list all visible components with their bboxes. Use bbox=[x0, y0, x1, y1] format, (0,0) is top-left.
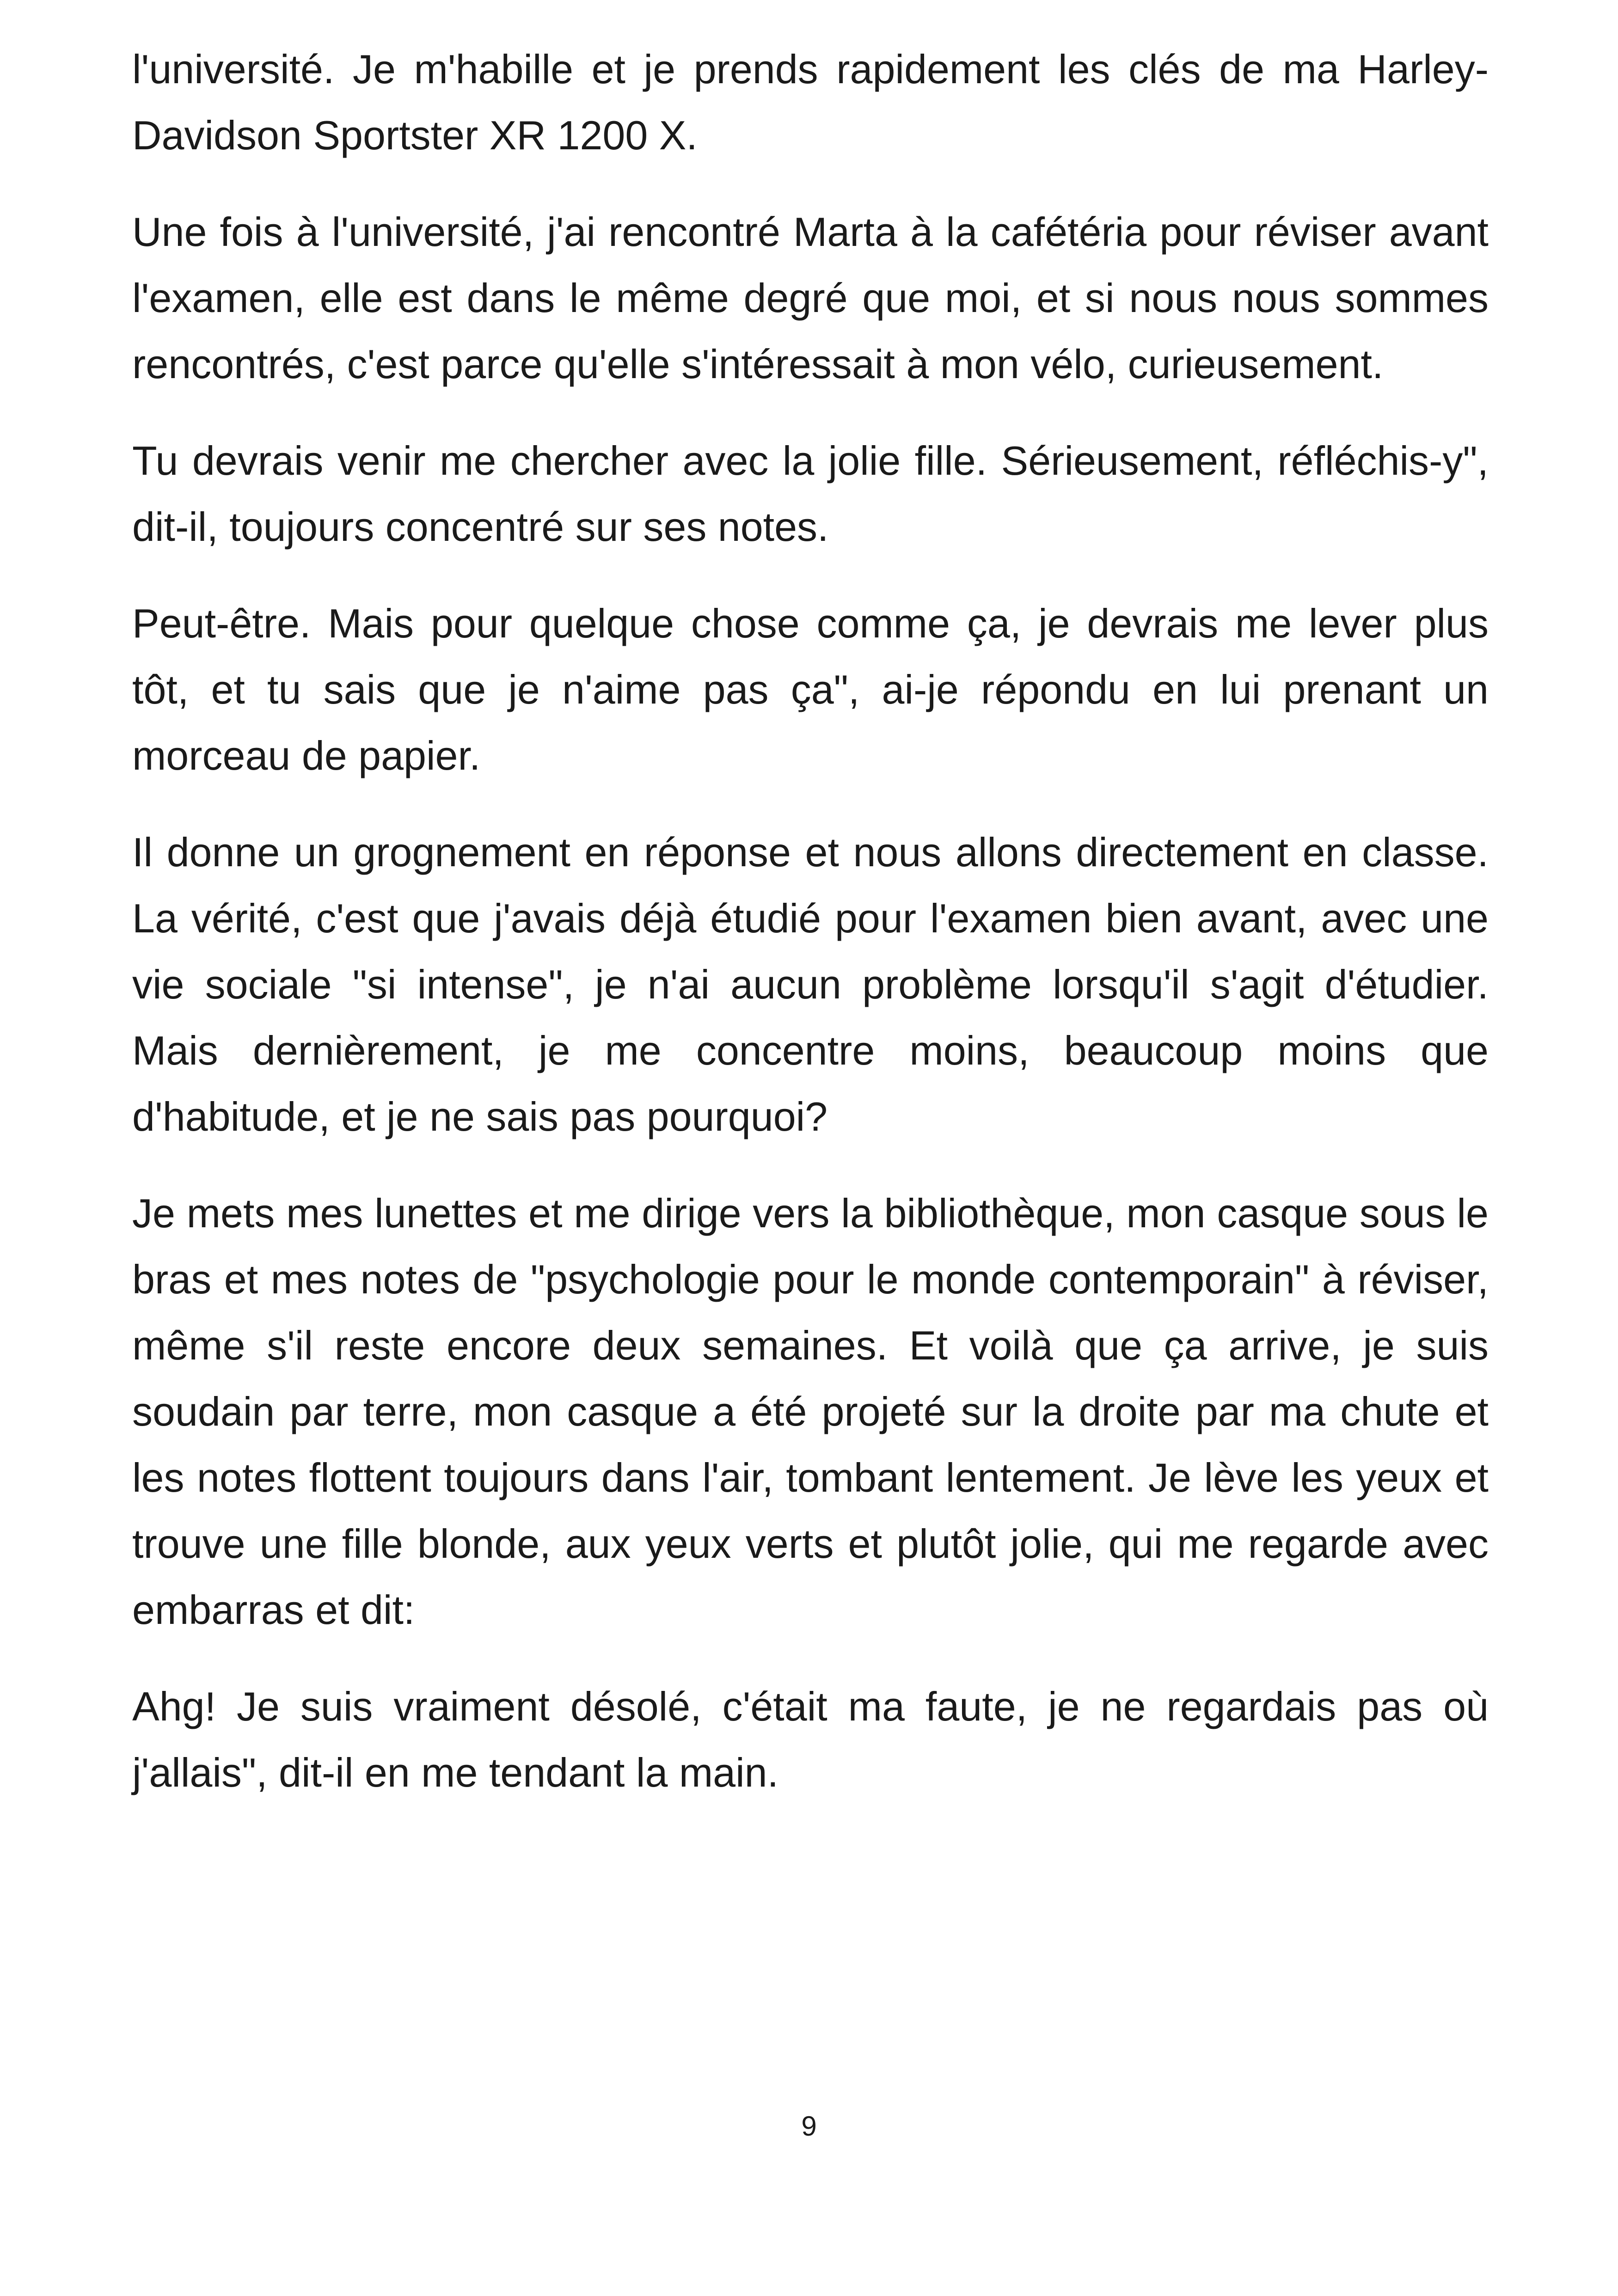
page-number: 9 bbox=[801, 2111, 817, 2142]
paragraph: l'université. Je m'habille et je prends rapidement les clés de ma Harley-Davidson Sportster XR 1200 X. bbox=[132, 46, 1489, 158]
paragraph: Je mets mes lunettes et me dirige vers la bibliothèque, mon casque sous le bras et mes notes de "psychologie pour le monde contemporain" à réviser, même s'il reste encore deux semaines. Et voilà que ça arrive, je suis soudain par terre, mon casque a été projeté sur la droite par ma chute et les notes flottent toujours dans l'air, tombant lentement. Je lève les yeux et trouve une fille blonde, aux yeux verts et plutôt jolie, qui me regarde avec embarras et dit: bbox=[132, 1190, 1489, 1633]
paragraph: Ahg! Je suis vraiment désolé, c'était ma faute, je ne regardais pas où j'allais", dit-il en me tendant la main. bbox=[132, 1684, 1489, 1795]
paragraph: Peut-être. Mais pour quelque chose comme ça, je devrais me lever plus tôt, et tu sais que je n'aime pas ça", ai-je répondu en lui prenant un morceau de papier. bbox=[132, 600, 1489, 778]
paragraph: Une fois à l'université, j'ai rencontré Marta à la cafétéria pour réviser avant l'examen, elle est dans le même degré que moi, et si nous nous sommes rencontrés, c'est parce qu'elle s'intéressait à mon vélo, curieusement. bbox=[132, 209, 1489, 387]
paragraph: Tu devrais venir me chercher avec la jolie fille. Sérieusement, réfléchis-y", dit-il, toujours concentré sur ses notes. bbox=[132, 438, 1489, 550]
body-text bbox=[132, 36, 1489, 1836]
paragraph: Il donne un grognement en réponse et nous allons directement en classe. La vérité, c'est que j'avais déjà étudié pour l'examen bien avant, avec une vie sociale "si intense", je n'ai aucun problème lorsqu'il s'agit d'étudier. Mais dernièrement, je me concentre moins, beaucoup moins que d'habitude, et je ne sais pas pourquoi? bbox=[132, 829, 1489, 1139]
